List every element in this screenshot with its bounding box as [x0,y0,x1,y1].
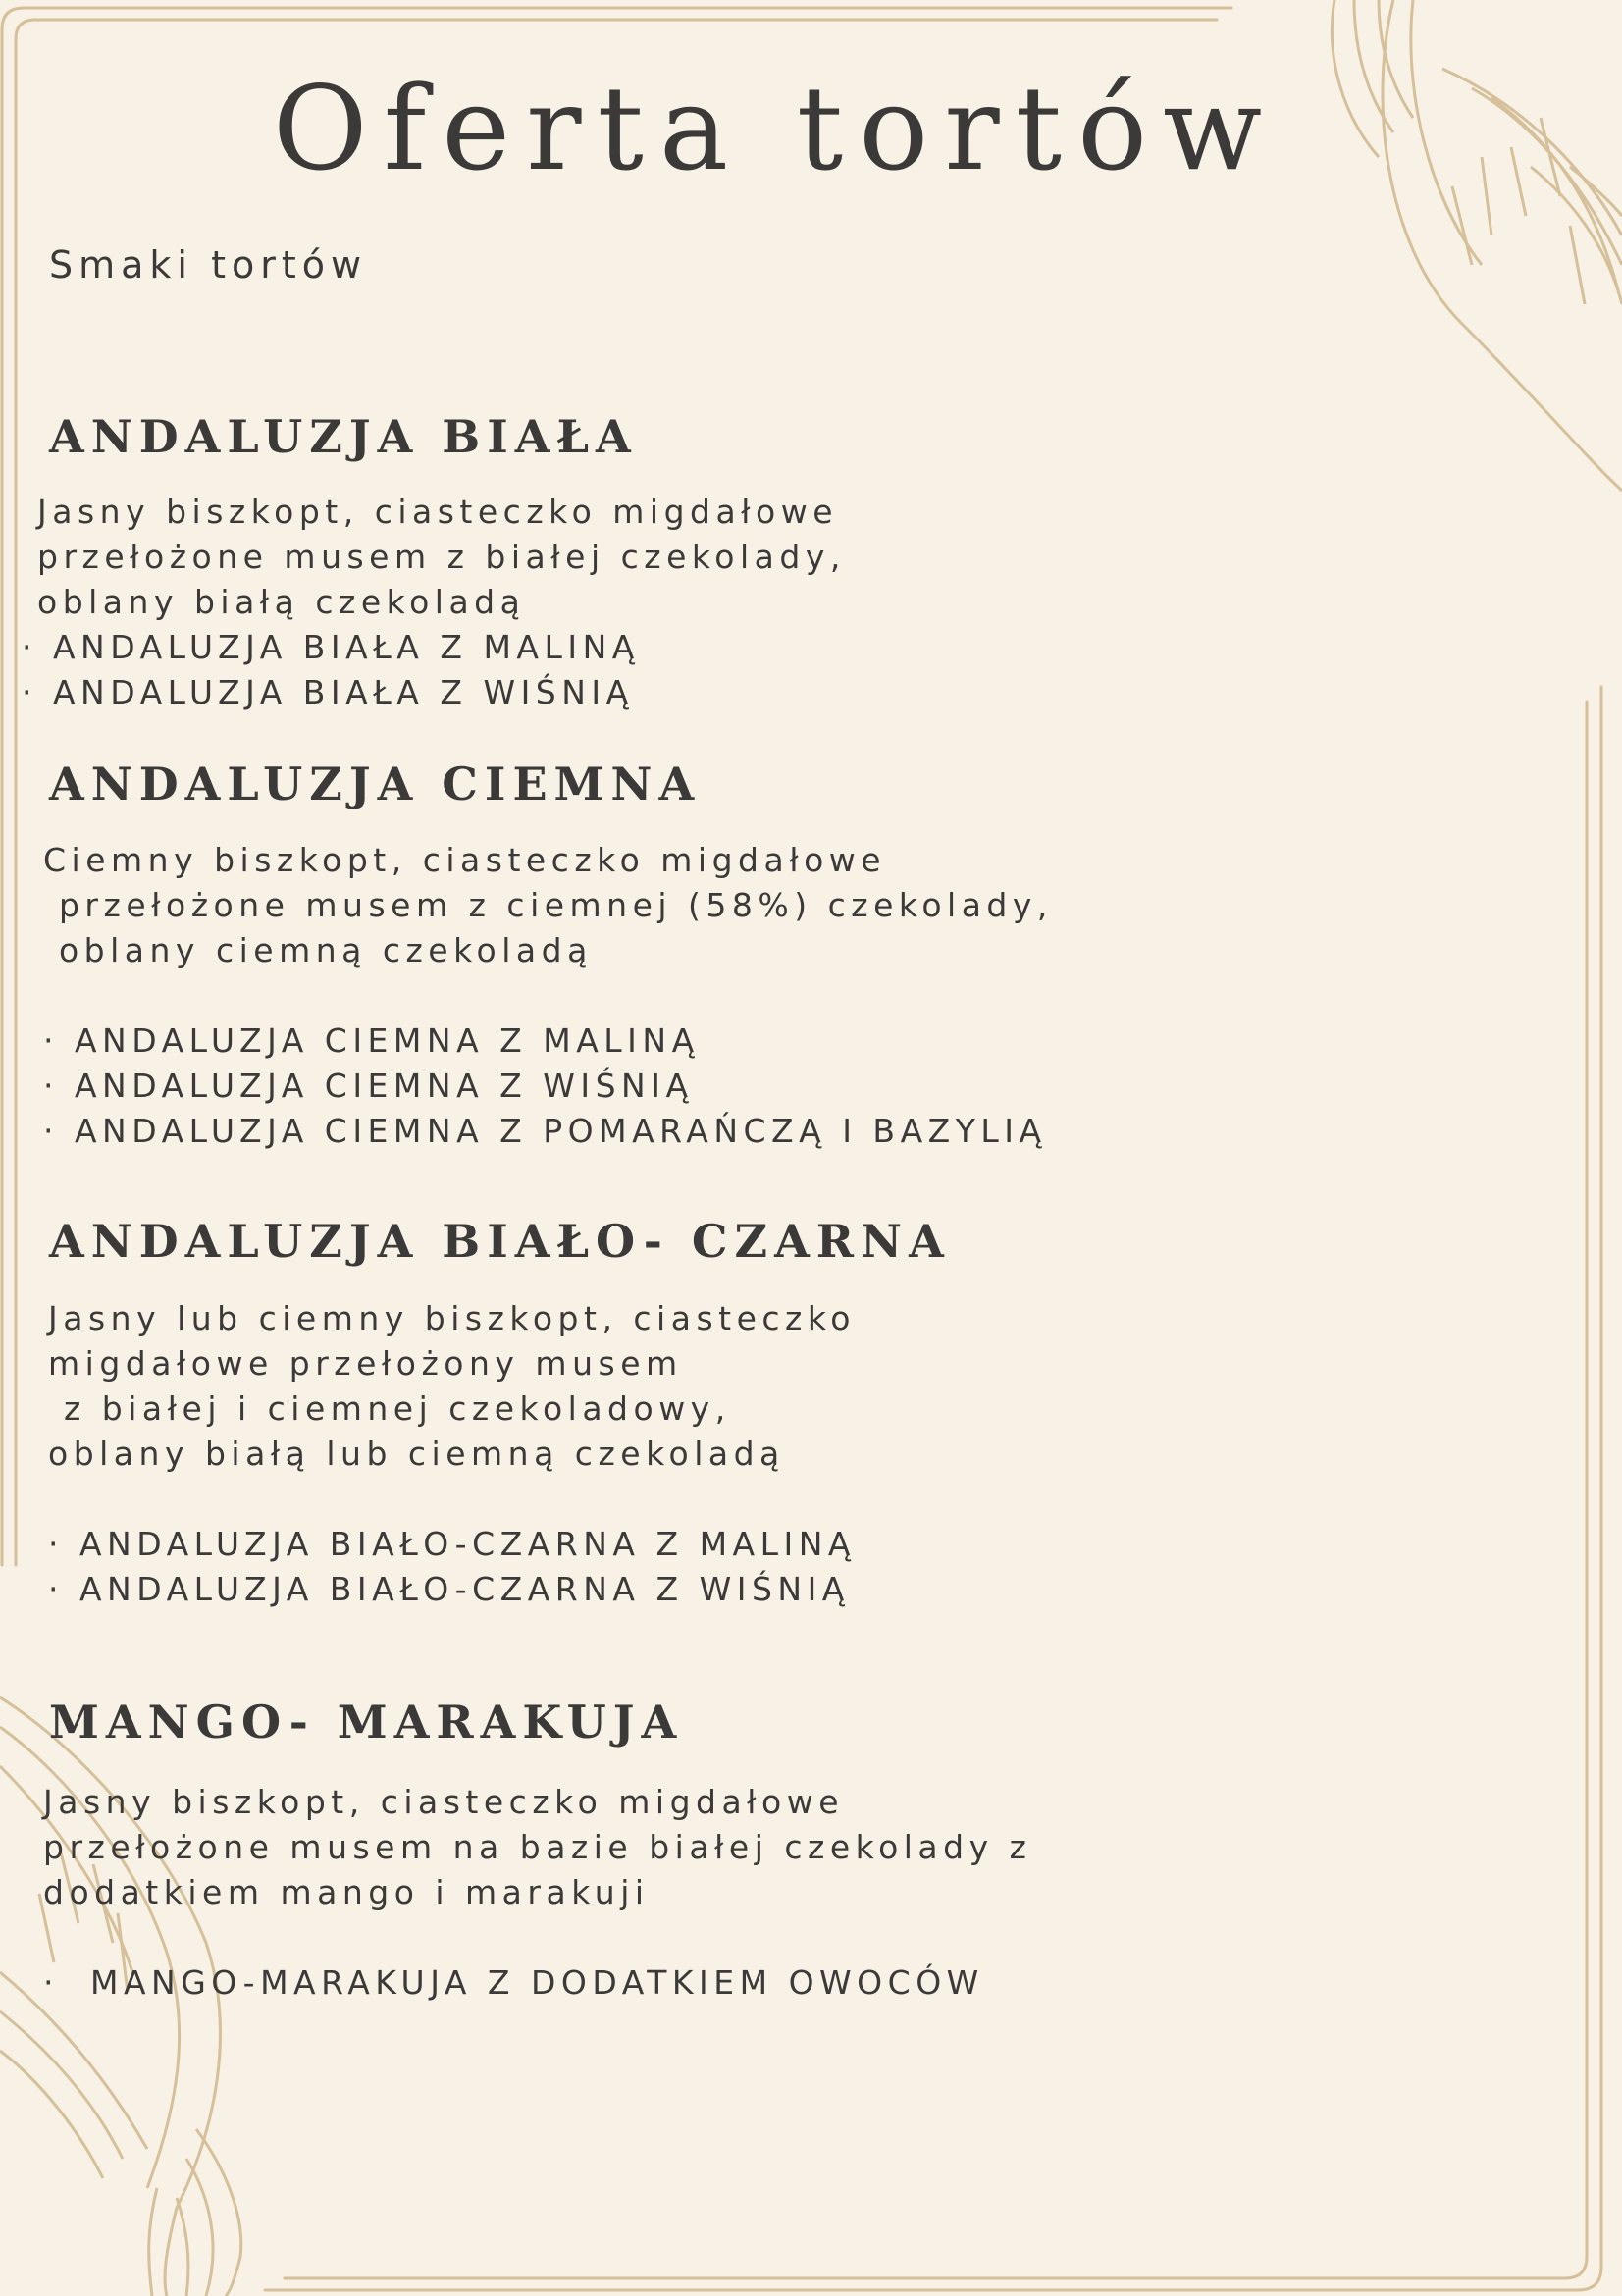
description-line: przełożone musem z białej czekolady, [37,538,846,576]
description-line: migdałowe przełożony musem [48,1344,683,1383]
variant-item: · ANDALUZJA BIAŁO-CZARNA Z WIŚNIĄ [48,1570,850,1608]
description-line: przełożone musem na bazie białej czekolady z [43,1828,1032,1866]
description-line: Jasny lub ciemny biszkopt, ciasteczko [48,1299,856,1337]
page-title: Oferta tortów [272,61,1279,196]
description-line: z białej i ciemnej czekoladowy, [48,1389,731,1428]
variant-item: · ANDALUZJA CIEMNA Z MALINĄ [43,1021,700,1060]
variant-item: · ANDALUZJA BIAŁA Z MALINĄ [22,628,640,666]
page-subtitle: Smaki tortów [49,243,368,287]
section-heading-andaluzja-ciemna: ANDALUZJA CIEMNA [49,757,702,810]
description-line: przełożone musem z ciemnej (58%) czekolady, [43,886,1053,924]
description-line: Jasny biszkopt, ciasteczko migdałowe [37,493,839,531]
section-heading-andaluzja-bialo-czarna: ANDALUZJA BIAŁO- CZARNA [49,1215,951,1268]
variant-item: · ANDALUZJA CIEMNA Z WIŚNIĄ [43,1067,694,1105]
blank-line [48,1477,856,1522]
section-lines-andaluzja-bialo-czarna [48,1296,856,1612]
variant-item: · ANDALUZJA BIAŁO-CZARNA Z MALINĄ [48,1525,857,1563]
section-heading-andaluzja-biala: ANDALUZJA BIAŁA [49,410,638,463]
section-lines-mango-marakuja [43,1780,1031,2006]
section-heading-mango-marakuja: MANGO- MARAKUJA [49,1696,684,1748]
description-line: dodatkiem mango i marakuji [43,1873,650,1911]
description-line: oblany ciemną czekoladą [43,931,593,969]
blank-line [43,973,1053,1018]
variant-item: · ANDALUZJA BIAŁA Z WIŚNIĄ [22,673,634,711]
description-line: Ciemny biszkopt, ciasteczko migdałowe [43,841,887,879]
variant-item: · ANDALUZJA CIEMNA Z POMARAŃCZĄ I BAZYLIĄ [43,1112,1047,1150]
section-lines-andaluzja-ciemna [43,838,1053,1154]
section-lines-andaluzja-biala [22,490,846,715]
blank-line [43,1915,1031,1960]
description-line: Jasny biszkopt, ciasteczko migdałowe [43,1783,845,1821]
description-line: oblany białą czekoladą [37,583,526,621]
variant-item: · MANGO-MARAKUJA Z DODATKIEM OWOCÓW [43,1963,984,2002]
description-line: oblany białą lub ciemną czekoladą [48,1435,785,1473]
